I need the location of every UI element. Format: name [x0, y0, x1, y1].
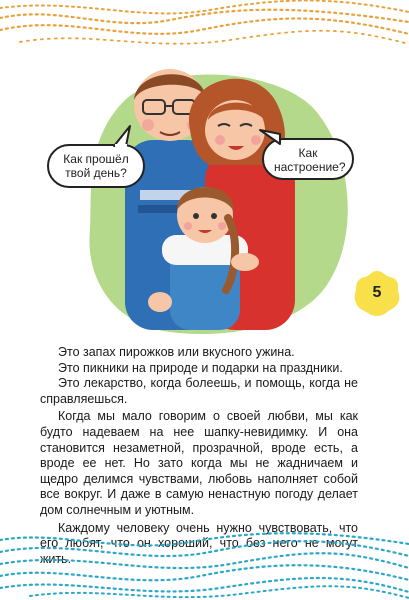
paragraph: Каждому человеку очень нужно чувствовать, что его любят, что он хороший, что без него не могут жить. [40, 520, 358, 566]
paragraph: Это запах пирожков или вкусного ужина. [58, 345, 295, 359]
paragraph: Это пикники на природе и подарки на праздники. [58, 360, 343, 375]
speech-bubble-mom-tail [258, 128, 282, 146]
family-illustration [30, 40, 370, 340]
page-number: 5 [372, 284, 382, 301]
bottom-wave-decoration [0, 530, 409, 600]
speech-bubble-dad [47, 144, 145, 188]
speech-bubble-mom-text: Как настроение? [274, 146, 346, 174]
paragraph: Это лекарство, когда болеешь, и помощь, когда не справляешься. [40, 376, 358, 406]
paragraph: Когда мы мало говорим о своей любви, мы как будто надеваем на нее шапку-невидимку. И она становится незаметной, прозрачной, вроде есть, а вроде ее нет. Но зато когда мы не жадничаем и щедро делимся чувствами, любовь наполняет собой все вокруг. И даже в самую ненастную погоду делает дом солнечным и уютным. [40, 409, 358, 517]
speech-bubble-dad-tail [112, 124, 134, 148]
speech-bubble-dad-text: Как прошёл твой день? [63, 152, 129, 180]
